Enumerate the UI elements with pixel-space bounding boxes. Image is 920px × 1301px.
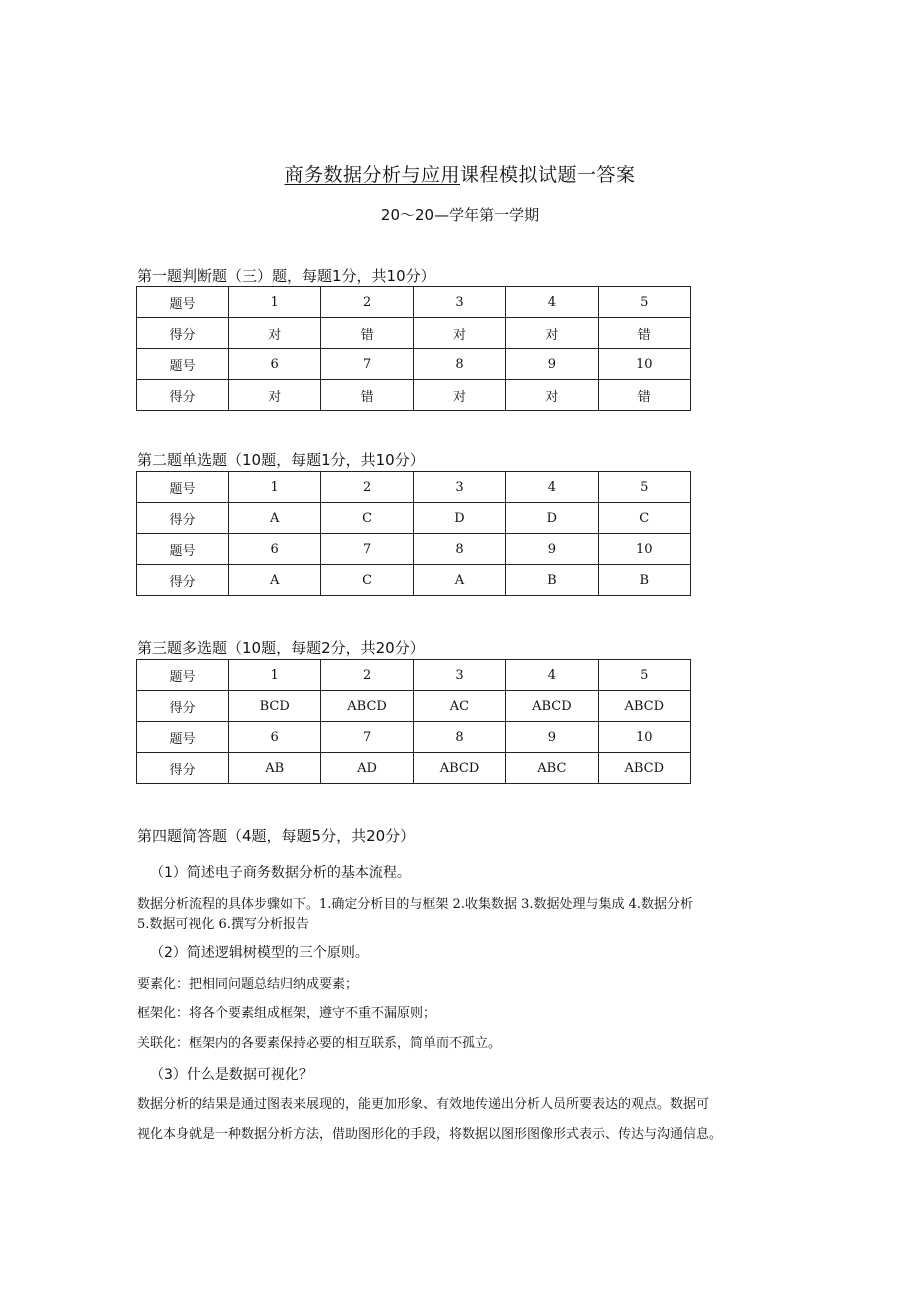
title-underlined-part: 商务数据分析与应用	[284, 164, 460, 186]
table-row	[137, 349, 691, 380]
table-cell: 10	[598, 534, 690, 565]
document-subtitle: 20～20—学年第一学期	[380, 206, 540, 224]
answer-1-line-2: 5.数据可视化 6.撰写分析报告	[137, 917, 309, 932]
question-3: （3）什么是数据可视化？	[150, 1067, 313, 1083]
table-cell: ABCD	[598, 691, 690, 722]
section3-heading: 第三题多选题（10题，每题2分，共20分）	[137, 639, 425, 657]
table-cell: C	[321, 565, 413, 596]
answer-2-line-3: 关联化：框架内的各要素保持必要的相互联系，简单而不孤立。	[137, 1036, 502, 1051]
row-label-cell: 得分	[137, 380, 229, 411]
row-label-cell: 得分	[137, 503, 229, 534]
table-row	[137, 753, 691, 784]
title-rest: 课程模拟试题一答案	[460, 164, 636, 186]
table-cell: 2	[321, 660, 413, 691]
table-cell: 8	[413, 349, 505, 380]
table-cell: 4	[506, 287, 598, 318]
table-cell: 8	[413, 534, 505, 565]
row-label-cell: 题号	[137, 660, 229, 691]
table-cell: 对	[229, 318, 321, 349]
table-row	[137, 660, 691, 691]
table-cell: ABC	[506, 753, 598, 784]
table-cell: ABCD	[598, 753, 690, 784]
row-label-cell: 得分	[137, 753, 229, 784]
table-cell: 8	[413, 722, 505, 753]
table-cell: BCD	[229, 691, 321, 722]
table-row	[137, 472, 691, 503]
row-label-cell: 题号	[137, 287, 229, 318]
table-cell: 7	[321, 349, 413, 380]
table-cell: 对	[413, 318, 505, 349]
answer-1-line-1: 数据分析流程的具体步骤如下。1.确定分析目的与框架 2.收集数据 3.数据处理与集成 4.数据分析	[137, 897, 694, 912]
table-cell: 3	[413, 660, 505, 691]
table-cell: 1	[229, 287, 321, 318]
table-cell: 对	[506, 318, 598, 349]
section1-table	[136, 286, 691, 411]
table-cell: AB	[229, 753, 321, 784]
table-cell: AD	[321, 753, 413, 784]
table-cell: 1	[229, 472, 321, 503]
table-row	[137, 503, 691, 534]
table-cell: 6	[229, 349, 321, 380]
table-cell: A	[413, 565, 505, 596]
answer-3-line-1: 数据分析的结果是通过图表来展现的，能更加形象、有效地传递出分析人员所要表达的观点。数据可	[137, 1097, 710, 1112]
table-cell: ABCD	[506, 691, 598, 722]
section2-heading: 第二题单选题（10题，每题1分，共10分）	[137, 451, 425, 469]
table-cell: 5	[598, 287, 690, 318]
section4-heading: 第四题简答题（4题，每题5分，共20分）	[137, 827, 416, 845]
table-cell: C	[321, 503, 413, 534]
row-label-cell: 题号	[137, 722, 229, 753]
table-cell: 错	[598, 380, 690, 411]
table-cell: B	[506, 565, 598, 596]
row-label-cell: 题号	[137, 349, 229, 380]
section3-table	[136, 659, 691, 784]
table-cell: 2	[321, 287, 413, 318]
table-cell: 10	[598, 349, 690, 380]
answer-2-line-2: 框架化：将各个要素组成框架，遵守不重不漏原则；	[137, 1006, 437, 1021]
document-title	[0, 160, 920, 187]
section2-table	[136, 471, 691, 596]
table-cell: ABCD	[413, 753, 505, 784]
table-cell: 5	[598, 472, 690, 503]
answer-2-line-1: 要素化：把相同问题总结归纳成要素；	[137, 977, 359, 992]
table-cell: 9	[506, 722, 598, 753]
table-cell: 6	[229, 722, 321, 753]
section1-heading: 第一题判断题（三）题，每题1分，共10分）	[137, 267, 436, 285]
question-1: （1）简述电子商务数据分析的基本流程。	[150, 865, 411, 881]
table-cell: 3	[413, 287, 505, 318]
answer-3-line-2: 视化本身就是一种数据分析方法，借助图形化的手段，将数据以图形图像形式表示、传达与沟通信息。	[137, 1127, 723, 1142]
table-cell: ABCD	[321, 691, 413, 722]
table-cell: A	[229, 565, 321, 596]
table-cell: D	[413, 503, 505, 534]
table-cell: 7	[321, 534, 413, 565]
table-row	[137, 287, 691, 318]
table-cell: 4	[506, 660, 598, 691]
row-label-cell: 得分	[137, 691, 229, 722]
question-2: （2）简述逻辑树模型的三个原则。	[150, 945, 369, 961]
table-row	[137, 691, 691, 722]
row-label-cell: 题号	[137, 534, 229, 565]
table-cell: 7	[321, 722, 413, 753]
table-cell: 错	[321, 380, 413, 411]
row-label-cell: 得分	[137, 565, 229, 596]
table-cell: 5	[598, 660, 690, 691]
table-cell: AC	[413, 691, 505, 722]
table-cell: 错	[321, 318, 413, 349]
table-cell: B	[598, 565, 690, 596]
table-cell: 3	[413, 472, 505, 503]
table-cell: C	[598, 503, 690, 534]
row-label-cell: 题号	[137, 472, 229, 503]
table-cell: D	[506, 503, 598, 534]
table-cell: 6	[229, 534, 321, 565]
table-cell: 错	[598, 318, 690, 349]
table-row	[137, 565, 691, 596]
table-cell: 9	[506, 534, 598, 565]
table-cell: 对	[229, 380, 321, 411]
table-row	[137, 318, 691, 349]
table-cell: 9	[506, 349, 598, 380]
table-cell: A	[229, 503, 321, 534]
row-label-cell: 得分	[137, 318, 229, 349]
table-cell: 对	[413, 380, 505, 411]
table-row	[137, 534, 691, 565]
table-cell: 4	[506, 472, 598, 503]
table-row	[137, 380, 691, 411]
table-cell: 10	[598, 722, 690, 753]
table-cell: 1	[229, 660, 321, 691]
table-cell: 对	[506, 380, 598, 411]
table-cell: 2	[321, 472, 413, 503]
table-row	[137, 722, 691, 753]
